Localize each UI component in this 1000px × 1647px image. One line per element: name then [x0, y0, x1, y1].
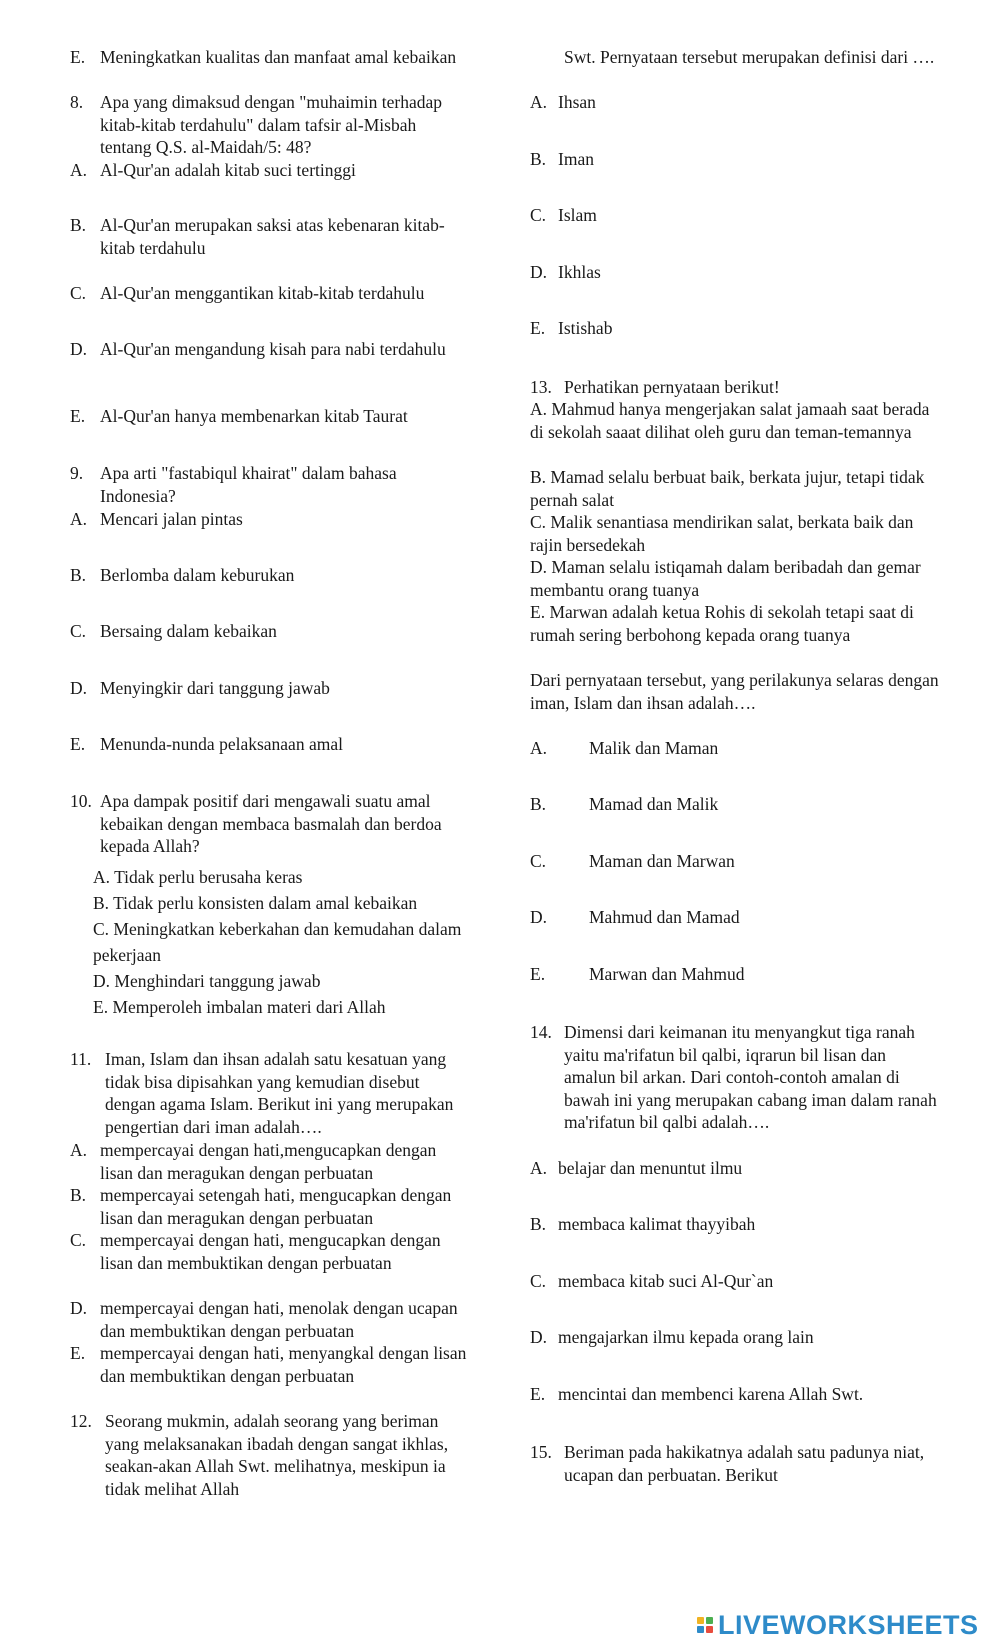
- q13-option-e[interactable]: [530, 963, 940, 986]
- question-text: Apa arti "fastabiqul khairat" dalam bahasa Indonesia?: [100, 463, 397, 506]
- liveworksheets-icon: [697, 1617, 713, 1633]
- q8-option-c[interactable]: [70, 282, 470, 305]
- option-text: Menunda-nunda pelaksanaan amal: [100, 734, 343, 754]
- option-text: Al-Qur'an mengandung kisah para nabi terdahulu: [100, 339, 446, 359]
- option-key: A.: [530, 738, 548, 758]
- logo-square-icon: [697, 1617, 704, 1624]
- option-text: Maman dan Marwan: [589, 851, 735, 871]
- option-key: E.: [530, 964, 546, 984]
- option-text: mencintai dan membenci karena Allah Swt.: [558, 1384, 864, 1404]
- q10-option-a[interactable]: A. Tidak perlu berusaha keras: [93, 867, 303, 887]
- option-text: mempercayai dengan hati, menolak dengan ucapan dan membuktikan dengan perbuatan: [100, 1298, 458, 1341]
- q13-option-a[interactable]: [530, 737, 940, 760]
- option-text: Mencari jalan pintas: [100, 509, 243, 529]
- brand-name: LIVEWORKSHEETS: [718, 1610, 979, 1640]
- q13-statement-b: B. Mamad selalu berbuat baik, berkata jujur, tetapi tidak pernah salat: [530, 467, 925, 510]
- option-text: mempercayai setengah hati, mengucapkan dengan lisan dan meragukan dengan perbuatan: [100, 1185, 452, 1228]
- question-number: 15.: [530, 1442, 552, 1462]
- q10-option-b[interactable]: B. Tidak perlu konsisten dalam amal kebaikan: [93, 893, 418, 913]
- q9-option-e[interactable]: [70, 733, 470, 756]
- option-key: E.: [70, 47, 86, 67]
- q10-option-e[interactable]: E. Memperoleh imbalan materi dari Allah: [93, 997, 386, 1017]
- option-text: Mahmud dan Mamad: [589, 907, 740, 927]
- liveworksheets-logo[interactable]: [697, 1610, 979, 1640]
- option-key: C.: [70, 621, 87, 641]
- q10-option-d[interactable]: D. Menghindari tanggung jawab: [93, 971, 321, 991]
- option-text: Malik dan Maman: [589, 738, 719, 758]
- question-11: [70, 1048, 472, 1138]
- question-text: Apa dampak positif dari mengawali suatu amal kebaikan dengan membaca basmalah dan berdoa kepada Allah?: [100, 791, 442, 856]
- question-14: [530, 1021, 940, 1134]
- option-key: C.: [530, 851, 547, 871]
- q12-option-e[interactable]: [530, 317, 940, 340]
- option-text: Marwan dan Mahmud: [589, 964, 745, 984]
- option-key: B.: [70, 215, 87, 235]
- option-text: Islam: [558, 205, 597, 225]
- q13-statement-d: D. Maman selalu istiqamah dalam beribadah dan gemar membantu orang tuanya: [530, 557, 921, 600]
- option-text: mempercayai dengan hati, mengucapkan dengan lisan dan membuktikan dengan perbuatan: [100, 1230, 441, 1273]
- option-text: belajar dan menuntut ilmu: [558, 1158, 743, 1178]
- option-key: D.: [70, 678, 88, 698]
- option-text: Al-Qur'an merupakan saksi atas kebenaran kitab-kitab terdahulu: [100, 215, 445, 258]
- question-12: [70, 1410, 472, 1500]
- q12-option-b[interactable]: [530, 148, 940, 171]
- q11-option-c[interactable]: [70, 1229, 472, 1274]
- option-key: E.: [70, 406, 86, 426]
- option-text: Istishab: [558, 318, 613, 338]
- option-key: C.: [530, 1271, 547, 1291]
- q13-option-c[interactable]: [530, 850, 940, 873]
- q14-option-c[interactable]: [530, 1270, 940, 1293]
- option-key: E.: [530, 318, 546, 338]
- option-key: C.: [70, 1230, 87, 1250]
- option-key: A.: [530, 1158, 548, 1178]
- option-key: E.: [530, 1384, 546, 1404]
- option-text: mengajarkan ilmu kepada orang lain: [558, 1327, 814, 1347]
- q12-option-a[interactable]: [530, 91, 940, 114]
- option-key: A.: [70, 160, 88, 180]
- option-text: Al-Qur'an adalah kitab suci tertinggi: [100, 160, 356, 180]
- option-key: D.: [530, 907, 548, 927]
- option-key: E.: [70, 734, 86, 754]
- q13-option-b[interactable]: [530, 793, 940, 816]
- logo-square-icon: [697, 1626, 704, 1633]
- question-8: [70, 91, 470, 159]
- option-key: C.: [70, 283, 87, 303]
- question-text: Apa yang dimaksud dengan "muhaimin terhadap kitab-kitab terdahulu" dalam tafsir al-Misbah tentang Q.S. al-Maidah/5: 48?: [100, 92, 442, 157]
- option-key: D.: [530, 1327, 548, 1347]
- option-text: Bersaing dalam kebaikan: [100, 621, 277, 641]
- q9-option-c[interactable]: [70, 620, 470, 643]
- option-key: D.: [70, 1298, 88, 1318]
- option-key: B.: [530, 1214, 547, 1234]
- q8-option-b[interactable]: [70, 214, 470, 259]
- option-key: B.: [530, 149, 547, 169]
- question-text: Seorang mukmin, adalah seorang yang beriman yang melaksanakan ibadah dengan sangat ikhlas, seakan-akan Allah Swt. melihatnya, meskipun ia tidak melihat Allah: [105, 1411, 449, 1499]
- q12-option-d[interactable]: [530, 261, 940, 284]
- q13-statement-e: E. Marwan adalah ketua Rohis di sekolah tetapi saat di rumah sering berbohong kepada orang tuanya: [530, 602, 914, 645]
- option-key: A.: [70, 1140, 88, 1160]
- option-key: B.: [70, 1185, 87, 1205]
- option-text: membaca kitab suci Al-Qur`an: [558, 1271, 774, 1291]
- question-number: 11.: [70, 1049, 92, 1069]
- question-text: Iman, Islam dan ihsan adalah satu kesatuan yang tidak bisa dipisahkan yang kemudian disebut dengan agama Islam. Berikut ini yang merupakan pengertian dari iman adalah….: [105, 1049, 454, 1137]
- q9-option-d[interactable]: [70, 677, 470, 700]
- option-text: Al-Qur'an hanya membenarkan kitab Taurat: [100, 406, 408, 426]
- question-13: [530, 376, 940, 399]
- option-text: Berlomba dalam keburukan: [100, 565, 295, 585]
- q13-question: Dari pernyataan tersebut, yang perilakunya selaras dengan iman, Islam dan ihsan adalah….: [530, 670, 939, 713]
- q9-option-b[interactable]: [70, 564, 470, 587]
- q10-option-c[interactable]: C. Meningkatkan keberkahan dan kemudahan dalam pekerjaan: [93, 919, 462, 965]
- question-9: [70, 462, 470, 507]
- option-key: D.: [530, 262, 548, 282]
- question-number: 10.: [70, 791, 92, 811]
- option-key: A.: [530, 92, 548, 112]
- q13-statement-a: A. Mahmud hanya mengerjakan salat jamaah saat berada di sekolah saaat dilihat oleh guru dan teman-temannya: [530, 399, 930, 442]
- q13-option-d[interactable]: [530, 906, 940, 929]
- option-text: Ihsan: [558, 92, 596, 112]
- q11-option-b[interactable]: [70, 1184, 472, 1229]
- question-text: Beriman pada hakikatnya adalah satu padunya niat, ucapan dan perbuatan. Berikut: [564, 1442, 925, 1485]
- question-10: [70, 790, 470, 858]
- q14-option-e[interactable]: [530, 1383, 940, 1406]
- question-15: [530, 1441, 940, 1486]
- question-number: 8.: [70, 92, 84, 112]
- option-key: C.: [530, 205, 547, 225]
- q8-option-e[interactable]: [70, 405, 470, 428]
- q8-option-a[interactable]: [70, 159, 470, 182]
- q7-option-e[interactable]: [70, 46, 470, 69]
- q9-option-a[interactable]: [70, 508, 470, 531]
- option-text: Meningkatkan kualitas dan manfaat amal kebaikan: [100, 47, 457, 67]
- option-text: Al-Qur'an menggantikan kitab-kitab terdahulu: [100, 283, 425, 303]
- logo-square-icon: [706, 1617, 713, 1624]
- question-text: Perhatikan pernyataan berikut!: [564, 377, 780, 397]
- option-key: B.: [70, 565, 87, 585]
- q13-statement-c: C. Malik senantiasa mendirikan salat, berkata baik dan rajin bersedekah: [530, 512, 914, 555]
- question-number: 13.: [530, 377, 552, 397]
- question-12-continued: Swt. Pernyataan tersebut merupakan definisi dari ….: [564, 47, 935, 67]
- question-number: 12.: [70, 1411, 92, 1431]
- q14-option-a[interactable]: [530, 1157, 940, 1180]
- option-key: B.: [530, 794, 547, 814]
- q11-option-a[interactable]: [70, 1139, 472, 1184]
- option-text: Ikhlas: [558, 262, 601, 282]
- option-text: Iman: [558, 149, 594, 169]
- q11-option-d[interactable]: [70, 1297, 472, 1342]
- logo-square-icon: [706, 1626, 713, 1633]
- q8-option-d[interactable]: [70, 338, 470, 361]
- option-text: Menyingkir dari tanggung jawab: [100, 678, 330, 698]
- q14-option-b[interactable]: [530, 1213, 940, 1236]
- q14-option-d[interactable]: [530, 1326, 940, 1349]
- option-key: E.: [70, 1343, 86, 1363]
- option-text: mempercayai dengan hati,mengucapkan dengan lisan dan meragukan dengan perbuatan: [100, 1140, 437, 1183]
- q11-option-e[interactable]: [70, 1342, 472, 1387]
- q12-option-c[interactable]: [530, 204, 940, 227]
- option-key: D.: [70, 339, 88, 359]
- option-text: mempercayai dengan hati, menyangkal dengan lisan dan membuktikan dengan perbuatan: [100, 1343, 467, 1386]
- option-key: A.: [70, 509, 88, 529]
- question-number: 14.: [530, 1022, 552, 1042]
- question-number: 9.: [70, 463, 84, 483]
- question-text: Dimensi dari keimanan itu menyangkut tiga ranah yaitu ma'rifatun bil qalbi, iqrarun bil lisan dan amalun bil arkan. Dari contoh-contoh amalan di bawah ini yang merupakan cabang iman dalam ranah ma'rifatun bil qalbi adalah….: [564, 1022, 937, 1132]
- option-text: Mamad dan Malik: [589, 794, 719, 814]
- option-text: membaca kalimat thayyibah: [558, 1214, 756, 1234]
